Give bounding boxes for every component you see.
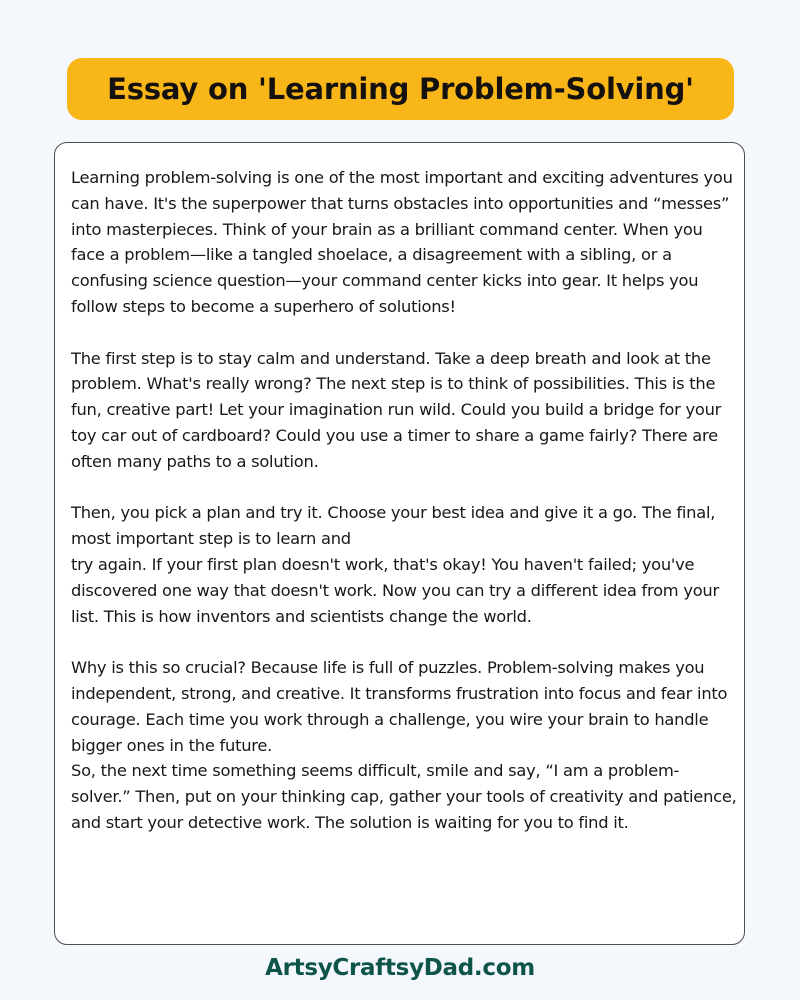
essay-paragraph-3-line-2: try again. If your first plan doesn't work, that's okay! You haven't failed; you've discovered one way that doesn't work. Now you can try a different idea from your list. This is how inventors and scientists change the world. [71,554,719,626]
essay-paragraph-4 [71,655,738,836]
essay-paragraph-3-line-1: Then, you pick a plan and try it. Choose your best idea and give it a go. The final, most important step is to learn and [71,503,716,549]
essay-body [71,165,738,836]
essay-card [54,142,745,945]
page-title: Essay on 'Learning Problem-Solving' [107,71,694,106]
essay-paragraph-1: Learning problem-solving is one of the most important and exciting adventures you can have. It's the superpower that turns obstacles into opportunities and “messes” into masterpieces. Think of your brain as a brilliant command center. When you face a problem—like a tangled shoelace, a disagreement with a sibling, or a confusing science question—your command center kicks into gear. It helps you follow steps to become a superhero of solutions! [71,168,733,316]
essay-paragraph-3 [71,500,738,629]
essay-title-banner [67,58,734,120]
essay-paragraph-2: The first step is to stay calm and understand. Take a deep breath and look at the problem. What's really wrong? The next step is to think of possibilities. This is the fun, creative part! Let your imagination run wild. Could you build a bridge for your toy car out of cardboard? Could you use a timer to share a game fairly? There are often many paths to a solution. [71,348,722,471]
essay-paragraph-4-line-1: Why is this so crucial? Because life is full of puzzles. Problem-solving makes you independent, strong, and creative. It transforms frustration into focus and fear into courage. Each time you work through a challenge, you wire your brain to handle bigger ones in the future. [71,658,728,755]
site-brand-footer: ArtsyCraftsyDad.com [265,955,535,981]
essay-paragraph-4-line-2: So, the next time something seems difficult, smile and say, “I am a problem-solver.” Then, put on your thinking cap, gather your tools of creativity and patience, and start your detective work. The solution is waiting for you to find it. [71,761,737,832]
